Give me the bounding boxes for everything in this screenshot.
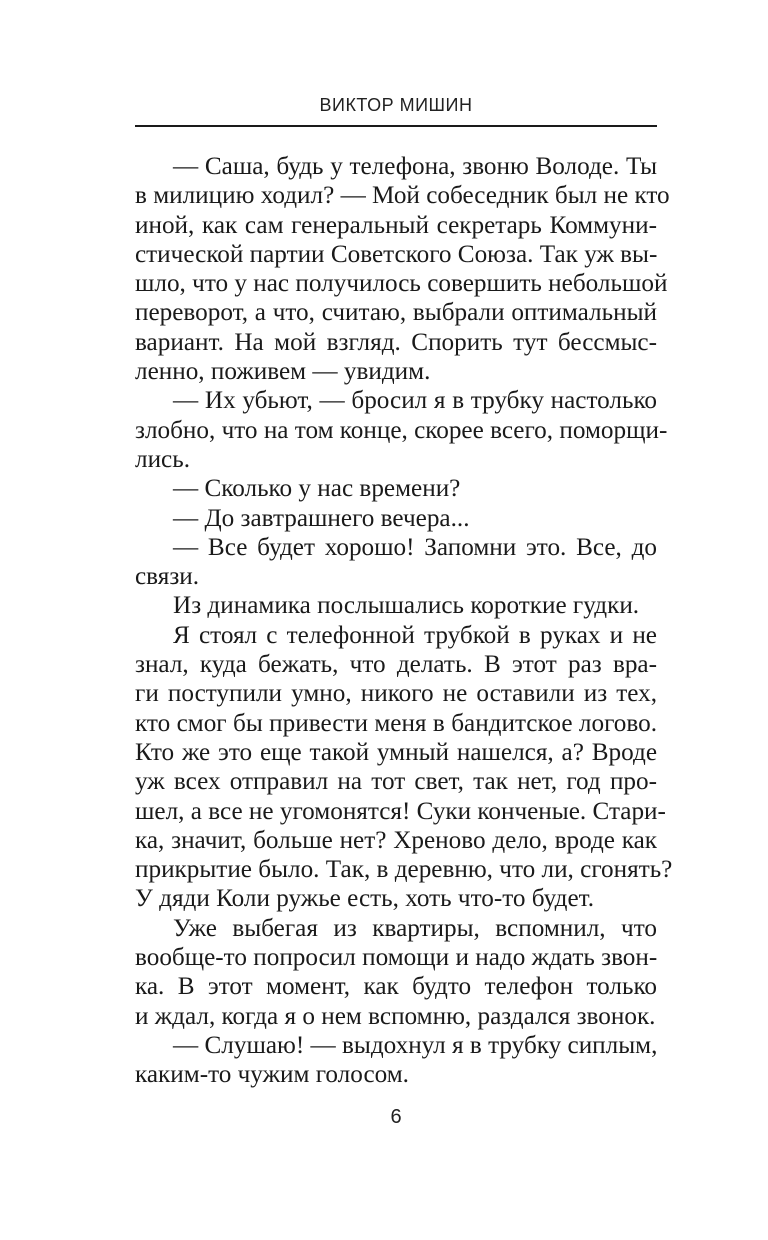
text-line: ка, значит, больше нет? Хреново дело, вроде как: [135, 826, 657, 854]
text-line: Из динамика послышались короткие гудки.: [173, 592, 640, 620]
text-line: — Сколько у нас времени?: [173, 475, 461, 503]
text-line: ги поступили умно, никого не оставили из тех,: [135, 680, 657, 708]
text-line: — Саша, будь у телефона, звоню Володе. Ты: [173, 153, 657, 180]
text-line: в милицию ходил? — Мой собеседник был не кто: [135, 182, 670, 210]
text-line: и ждал, когда я о нем вспомню, раздался звонок.: [135, 1002, 656, 1030]
text-line: прикрытие было. Так, в деревню, что ли, сгонять?: [135, 856, 673, 884]
text-line: ка. В этот момент, как будто телефон только: [135, 973, 657, 1001]
page-number: 6: [390, 1106, 402, 1128]
text-line: каким-то чужим голосом.: [135, 1061, 409, 1089]
text-line: Кто же это еще такой умный нашелся, а? Вроде: [135, 738, 657, 766]
running-head: ВИКТОР МИШИН: [319, 95, 473, 115]
text-line: кто смог бы привести меня в бандитское логово.: [135, 709, 657, 737]
text-line: переворот, а что, считаю, выбрали оптимальный: [135, 299, 657, 327]
text-line: шло, что у нас получилось совершить небольшой: [135, 270, 668, 298]
text-line: вариант. На мой взгляд. Спорить тут бессмыс-: [135, 328, 657, 356]
text-line: — Слушаю! — выдохнул я в трубку сиплым,: [173, 1031, 658, 1059]
text-line: ленно, поживем — увидим.: [135, 358, 431, 386]
text-line: Я стоял с телефонной трубкой в руках и не: [173, 621, 657, 649]
text-line: лись.: [135, 445, 191, 473]
text-line: — Их убьют, — бросил я в трубку настолько: [173, 387, 657, 415]
text-line: — Все будет хорошо! Запомни это. Все, до: [173, 533, 657, 561]
text-line: — До завтрашнего вечера...: [173, 504, 470, 532]
text-line: У дяди Коли ружье есть, хоть что-то будет.: [135, 885, 595, 913]
text-line: уж всех отправил на тот свет, так нет, год про-: [135, 768, 657, 796]
text-line: шел, а все не угомонятся! Суки конченые. Стари-: [135, 797, 666, 825]
header-rule: [135, 125, 657, 127]
text-line: злобно, что на том конце, скорее всего, поморщи-: [135, 416, 668, 444]
text-line: стической партии Советского Союза. Так уж вы-: [135, 240, 658, 268]
text-line: Уже выбегая из квартиры, вспомнил, что: [173, 914, 657, 942]
text-line: вообще-то попросил помощи и надо ждать звон-: [135, 944, 658, 972]
text-line: знал, куда бежать, что делать. В этот раз вра-: [135, 651, 657, 679]
body-text: [135, 152, 673, 1090]
text-line: связи.: [135, 563, 200, 591]
text-line: иной, как сам генеральный секретарь Коммуни-: [135, 211, 657, 239]
